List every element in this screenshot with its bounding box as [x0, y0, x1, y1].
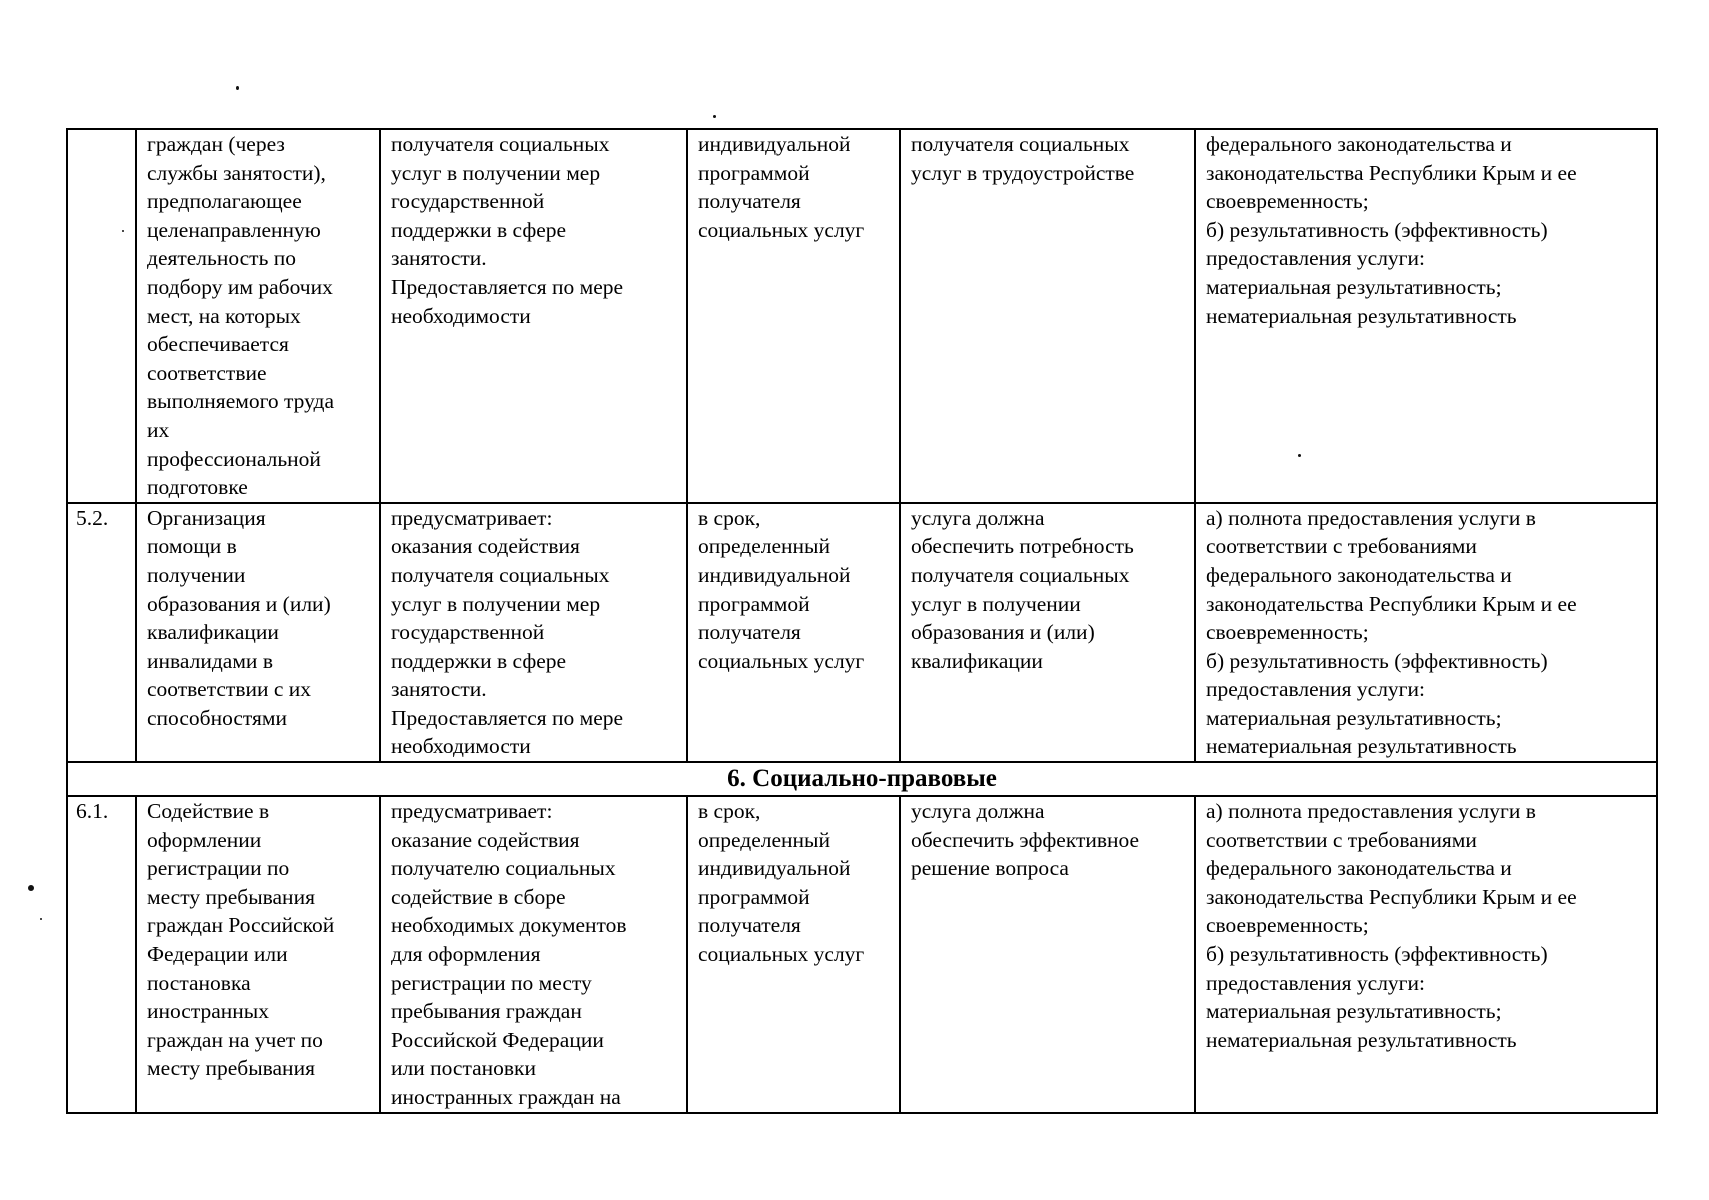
text-line: подбору им рабочих — [147, 274, 333, 299]
text-line: необходимости — [391, 734, 531, 759]
section-title: 6. Социально-правовые — [67, 762, 1657, 796]
text-line: поддержки в сфере — [391, 217, 567, 242]
services-table — [66, 128, 1658, 1114]
text-line: квалификации — [911, 648, 1043, 673]
service-name-cell — [136, 129, 380, 503]
text-line: получателю социальных — [391, 856, 616, 881]
text-line: получателя социальных — [911, 132, 1130, 156]
text-line: необходимости — [391, 303, 531, 328]
text-line: федерального законодательства и — [1206, 562, 1512, 587]
text-line: предусматривает: — [391, 505, 553, 530]
section-header-row — [67, 762, 1657, 796]
text-line: материальная результативность; — [1206, 705, 1502, 730]
text-line: получателя социальных — [391, 562, 610, 587]
text-line: для оформления — [391, 942, 541, 967]
text-line: занятости. — [391, 677, 487, 702]
text-line: соответствии с их — [147, 677, 312, 702]
row-number: 5.2. — [67, 503, 136, 762]
scan-speck — [28, 885, 34, 891]
text-line: выполняемого труда — [147, 389, 335, 414]
text-line: помощи в — [147, 534, 237, 559]
text-line: своевременность; — [1206, 620, 1369, 645]
text-line: оказание содействия — [391, 827, 580, 852]
text-line: целенаправленную — [147, 217, 321, 242]
text-line: услуг в получении — [911, 591, 1081, 616]
text-line: соответствие — [147, 360, 267, 385]
text-line: своевременность; — [1206, 189, 1369, 214]
text-line: в срок, — [698, 505, 761, 530]
text-line: граждан Российской — [147, 913, 335, 938]
text-line: получателя — [698, 189, 801, 214]
service-name-cell — [136, 503, 380, 762]
text-line: законодательства Республики Крым и ее — [1206, 591, 1577, 616]
text-line: регистрации по — [147, 856, 290, 881]
text-line: в срок, — [698, 799, 761, 824]
text-line: программой — [698, 884, 810, 909]
scan-speck — [40, 918, 42, 920]
text-line: регистрации по месту — [391, 970, 592, 995]
text-line: оказания содействия — [391, 534, 580, 559]
text-line: услуг в получении мер — [391, 591, 601, 616]
text-line: предоставления услуги: — [1206, 970, 1425, 995]
text-line: социальных услуг — [698, 648, 865, 673]
text-line: граждан (через — [147, 132, 285, 156]
text-line: решение вопроса — [911, 856, 1069, 881]
service-term-cell — [687, 129, 900, 503]
text-line: способностями — [147, 705, 288, 730]
text-line: месту пребывания — [147, 884, 315, 909]
text-line: соответствии с требованиями — [1206, 827, 1477, 852]
text-line: содействие в сборе — [391, 884, 566, 909]
text-line: пребывания граждан — [391, 999, 582, 1024]
text-line: социальных услуг — [698, 942, 865, 967]
row-number: 6.1. — [67, 796, 136, 1113]
text-line: мест, на которых — [147, 303, 301, 328]
text-line: услуга должна — [911, 505, 1045, 530]
table-row — [67, 503, 1657, 762]
text-line: обеспечить потребность — [911, 534, 1134, 559]
service-term-cell — [687, 796, 900, 1113]
service-volume-cell — [900, 796, 1195, 1113]
text-line: их — [147, 417, 170, 442]
text-line: оформлении — [147, 827, 262, 852]
scan-speck — [713, 115, 716, 118]
text-line: программой — [698, 591, 810, 616]
text-line: индивидуальной — [698, 856, 851, 881]
text-line: законодательства Республики Крым и ее — [1206, 884, 1577, 909]
text-line: материальная результативность; — [1206, 274, 1502, 299]
text-line: предоставления услуги: — [1206, 677, 1425, 702]
text-line: Федерации или — [147, 942, 288, 967]
text-line: инвалидами в — [147, 648, 273, 673]
text-line: обеспечить эффективное — [911, 827, 1140, 852]
text-line: государственной — [391, 189, 545, 214]
service-description-cell — [380, 796, 687, 1113]
text-line: нематериальная результативность — [1206, 303, 1517, 328]
text-line: обеспечивается — [147, 332, 289, 357]
text-line: законодательства Республики Крым и ее — [1206, 160, 1577, 185]
service-term-cell — [687, 503, 900, 762]
scan-speck — [236, 86, 239, 90]
text-line: индивидуальной — [698, 132, 851, 156]
text-line: иностранных — [147, 999, 269, 1024]
text-line: иностранных граждан на — [391, 1085, 621, 1109]
text-line: Предоставляется по мере — [391, 274, 624, 299]
service-description-cell — [380, 503, 687, 762]
text-line: государственной — [391, 620, 545, 645]
row-number — [67, 129, 136, 503]
text-line: получателя — [698, 913, 801, 938]
text-line: федерального законодательства и — [1206, 132, 1512, 156]
text-line: Российской Федерации — [391, 1027, 604, 1052]
text-line: социальных услуг — [698, 217, 865, 242]
text-line: предполагающее — [147, 189, 302, 214]
text-line: занятости. — [391, 246, 487, 271]
service-description-cell — [380, 129, 687, 503]
text-line: а) полнота предоставления услуги в — [1206, 799, 1536, 824]
service-quality-cell — [1195, 796, 1657, 1113]
text-line: получателя социальных — [911, 562, 1130, 587]
service-volume-cell — [900, 503, 1195, 762]
text-line: услуг в трудоустройстве — [911, 160, 1135, 185]
text-line: программой — [698, 160, 810, 185]
text-line: материальная результативность; — [1206, 999, 1502, 1024]
text-line: б) результативность (эффективность) — [1206, 648, 1548, 673]
text-line: службы занятости), — [147, 160, 326, 185]
text-line: услуга должна — [911, 799, 1045, 824]
text-line: или постановки — [391, 1056, 537, 1081]
text-line: Организация — [147, 505, 266, 530]
text-line: квалификации — [147, 620, 279, 645]
text-line: услуг в получении мер — [391, 160, 601, 185]
text-line: федерального законодательства и — [1206, 856, 1512, 881]
text-line: б) результативность (эффективность) — [1206, 942, 1548, 967]
text-line: определенный — [698, 534, 830, 559]
text-line: поддержки в сфере — [391, 648, 567, 673]
text-line: Предоставляется по мере — [391, 705, 624, 730]
text-line: определенный — [698, 827, 830, 852]
text-line: а) полнота предоставления услуги в — [1206, 505, 1536, 530]
text-line: предоставления услуги: — [1206, 246, 1425, 271]
text-line: месту пребывания — [147, 1056, 315, 1081]
text-line: образования и (или) — [911, 620, 1095, 645]
text-line: б) результативность (эффективность) — [1206, 217, 1548, 242]
service-quality-cell — [1195, 503, 1657, 762]
text-line: подготовке — [147, 475, 248, 500]
service-volume-cell — [900, 129, 1195, 503]
table-row — [67, 129, 1657, 503]
table-row — [67, 796, 1657, 1113]
text-line: граждан на учет по — [147, 1027, 323, 1052]
text-line: индивидуальной — [698, 562, 851, 587]
text-line: Содействие в — [147, 799, 270, 824]
text-line: соответствии с требованиями — [1206, 534, 1477, 559]
text-line: нематериальная результативность — [1206, 734, 1517, 759]
service-name-cell — [136, 796, 380, 1113]
text-line: образования и (или) — [147, 591, 331, 616]
text-line: получателя социальных — [391, 132, 610, 156]
text-line: необходимых документов — [391, 913, 627, 938]
text-line: получении — [147, 562, 246, 587]
text-line: получателя — [698, 620, 801, 645]
text-line: постановка — [147, 970, 251, 995]
service-quality-cell — [1195, 129, 1657, 503]
text-line: нематериальная результативность — [1206, 1027, 1517, 1052]
text-line: профессиональной — [147, 446, 321, 471]
text-line: своевременность; — [1206, 913, 1369, 938]
text-line: предусматривает: — [391, 799, 553, 824]
text-line: деятельность по — [147, 246, 297, 271]
